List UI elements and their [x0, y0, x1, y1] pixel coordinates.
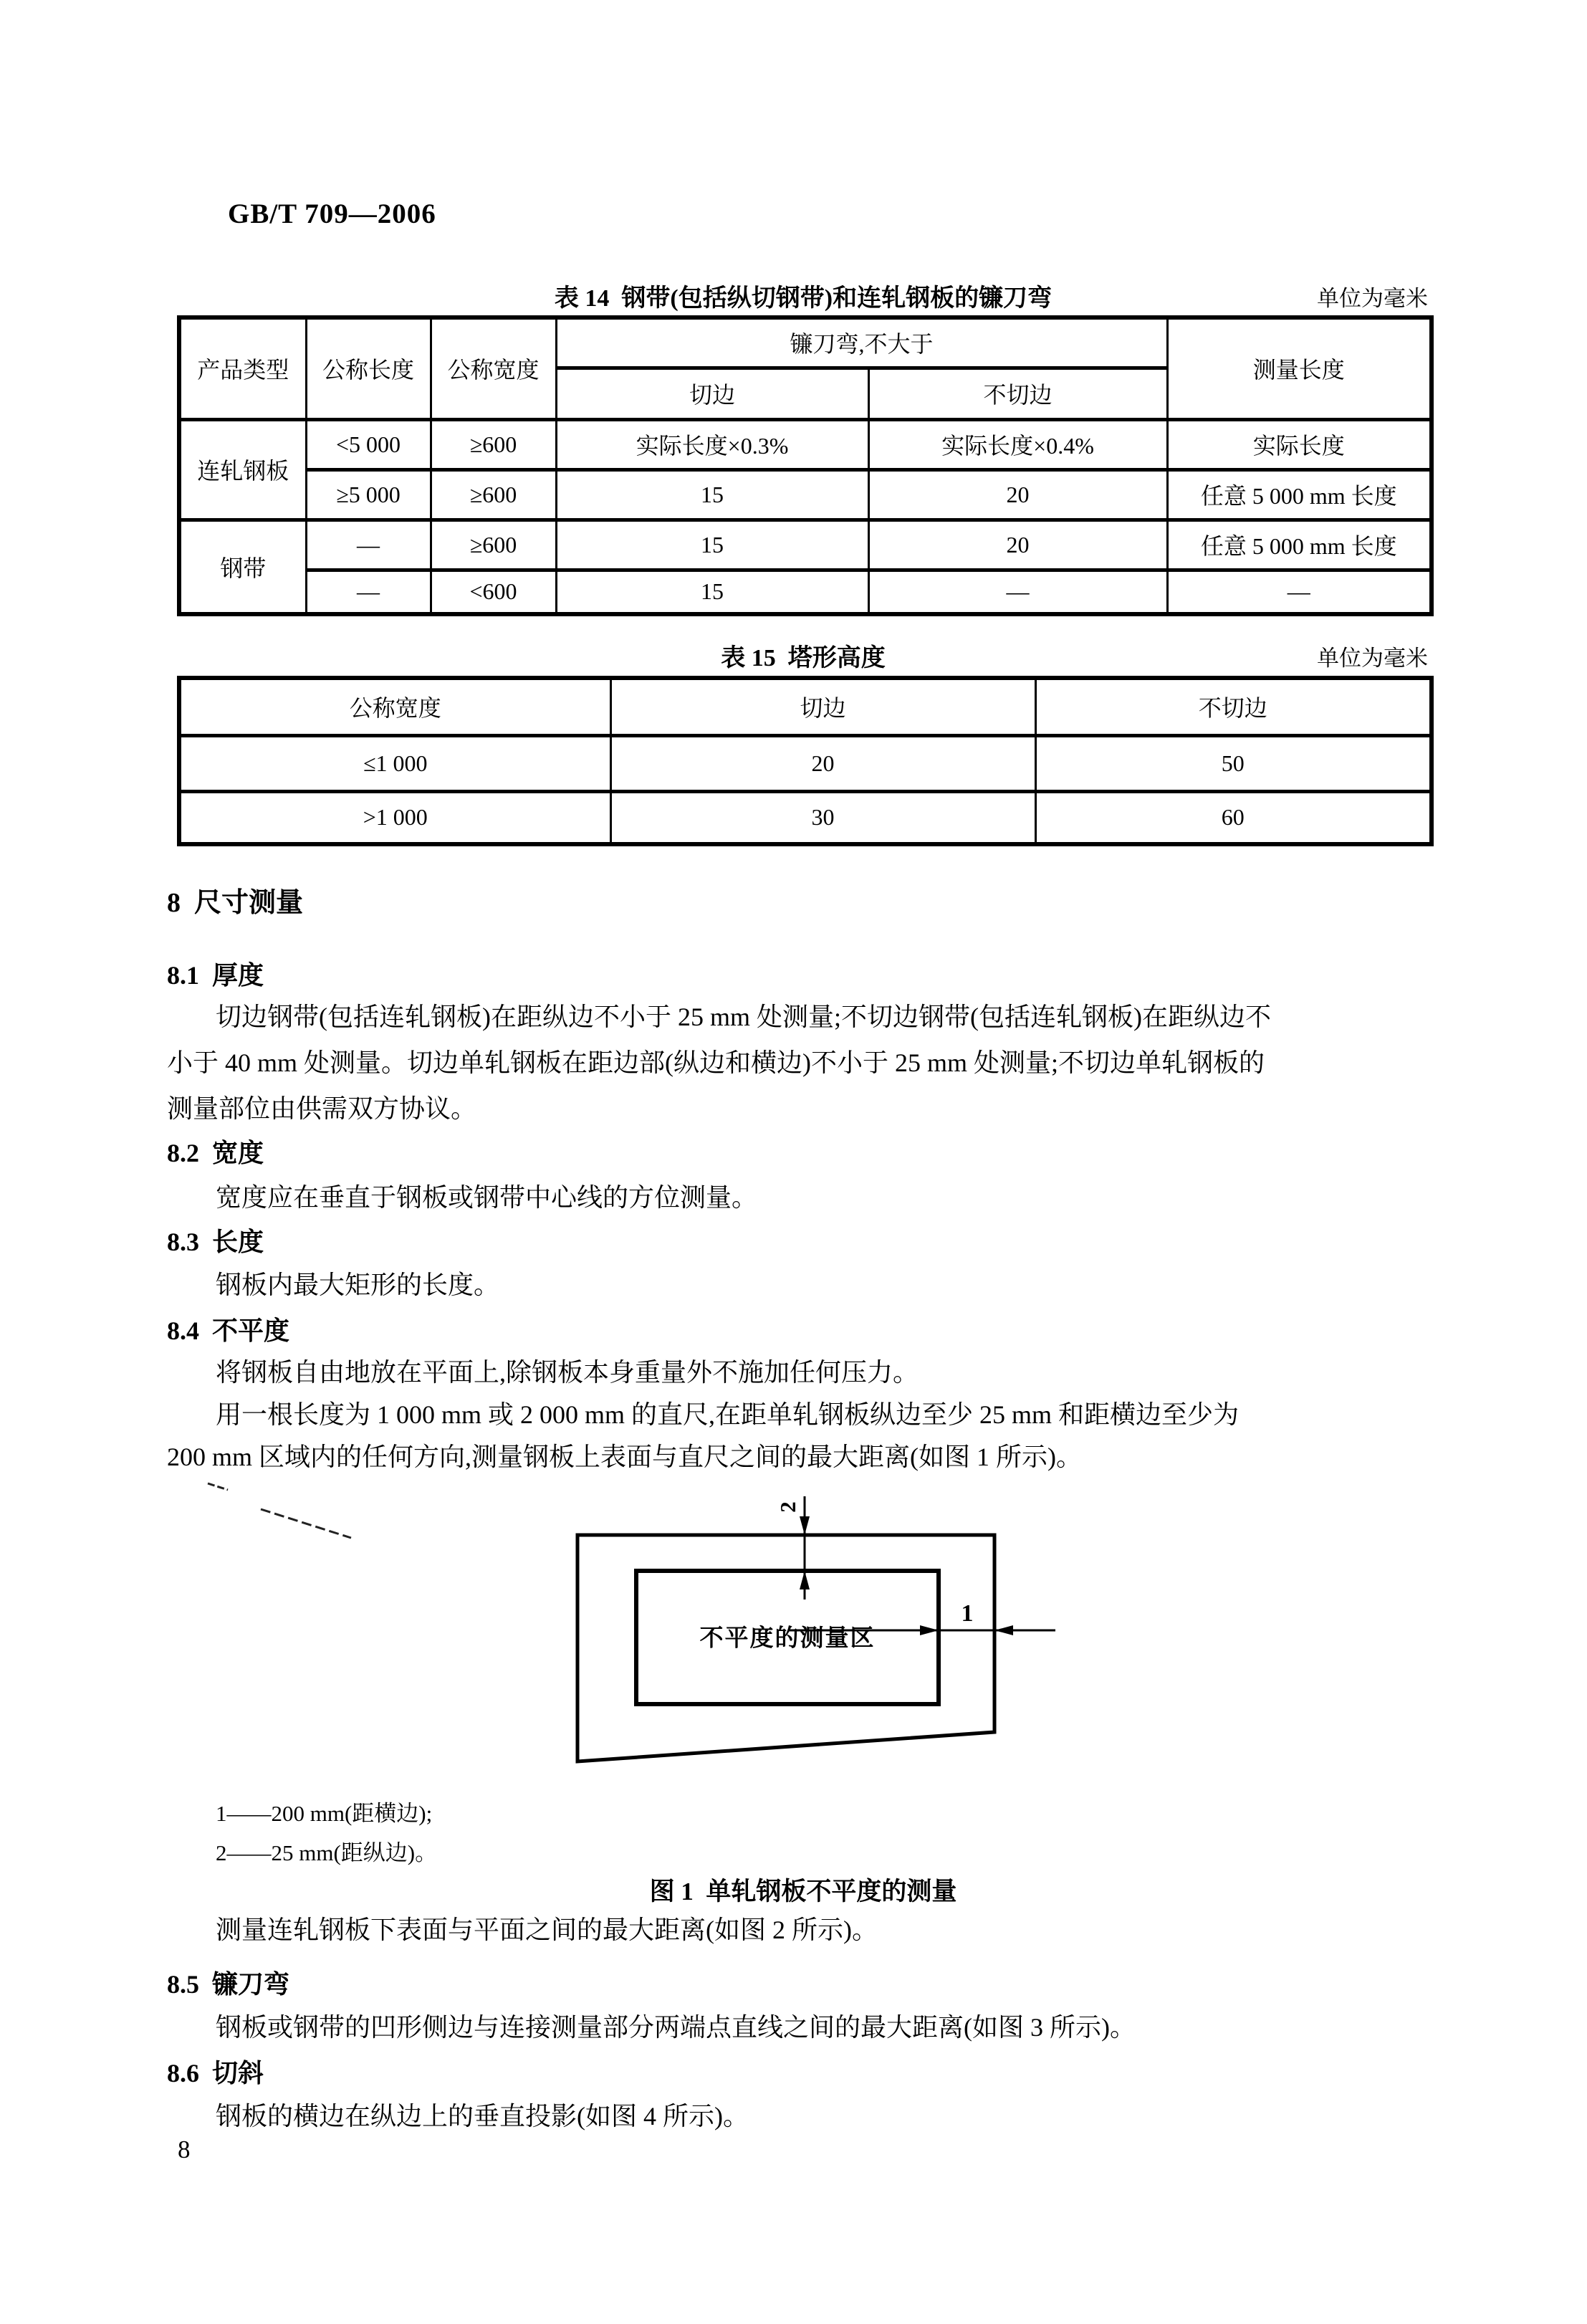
arrow-right-icon — [920, 1625, 939, 1635]
table-cell: 20 — [868, 469, 1167, 520]
table-row — [179, 419, 1432, 469]
cell-product-group: 钢带 — [179, 520, 306, 614]
table-cell: 15 — [556, 520, 868, 570]
arrow-up-icon — [800, 1571, 810, 1589]
table-row — [179, 678, 1432, 735]
paragraph-line: 测量连轧钢板下表面与平面之间的最大距离(如图 2 所示)。 — [216, 1916, 878, 1944]
paragraph-line: 宽度应在垂直于钢板或钢带中心线的方位测量。 — [216, 1183, 758, 1212]
cell-product-group: 连轧钢板 — [179, 419, 306, 520]
figure1-legend-item: 1——200 mm(距横边); — [216, 1801, 433, 1826]
standard-code: GB/T 709—2006 — [228, 199, 436, 229]
figure1-legend-item: 2——25 mm(距纵边)。 — [216, 1840, 438, 1865]
table14-caption: 表 14 钢带(包括纵切钢带)和连轧钢板的镰刀弯 — [554, 285, 1053, 312]
section-8-2-heading: 8.2 宽度 — [167, 1139, 264, 1167]
paragraph-line: 测量部位由供需双方协议。 — [167, 1094, 477, 1123]
section-8-4-heading: 8.4 不平度 — [167, 1316, 290, 1345]
table-cell: — — [1167, 570, 1432, 614]
section-8-1-heading: 8.1 厚度 — [167, 961, 264, 990]
page-number: 8 — [178, 2136, 191, 2163]
table-cell: — — [868, 570, 1167, 614]
table-cell: 实际长度×0.3% — [556, 419, 868, 469]
col-header-camber-group: 镰刀弯,不大于 — [556, 317, 1167, 368]
section-8-6-heading: 8.6 切斜 — [167, 2059, 264, 2088]
table-cell: — — [306, 570, 431, 614]
table-cell: <5 000 — [306, 419, 431, 469]
col-header-product: 产品类型 — [179, 317, 306, 419]
table-cell: <600 — [431, 570, 556, 614]
table-cell: 30 — [610, 791, 1035, 844]
section-8-5-heading: 8.5 镰刀弯 — [167, 1970, 290, 1999]
table-cell: 15 — [556, 570, 868, 614]
table-row — [179, 791, 1432, 844]
paragraph-line: 钢板内最大矩形的长度。 — [216, 1271, 500, 1299]
table14 — [177, 315, 1434, 616]
col-header-measure-length: 测量长度 — [1167, 317, 1432, 419]
table-cell: ≥5 000 — [306, 469, 431, 520]
table-cell: 任意 5 000 mm 长度 — [1167, 469, 1432, 520]
table-cell: 实际长度 — [1167, 419, 1432, 469]
table14-caption-row — [177, 278, 1429, 311]
scan-artifact — [199, 1475, 364, 1543]
figure1-diagram — [502, 1469, 1089, 1777]
table-cell: 60 — [1035, 791, 1432, 844]
paragraph-line: 用一根长度为 1 000 mm 或 2 000 mm 的直尺,在距单轧钢板纵边至少 25 mm 和距横边至少为 — [216, 1400, 1240, 1429]
paragraph-line: 200 mm 区域内的任何方向,测量钢板上表面与直尺之间的最大距离(如图 1 所示)。 — [167, 1443, 1082, 1471]
table-cell: 50 — [1035, 735, 1432, 791]
paragraph-line: 小于 40 mm 处测量。切边单轧钢板在距边部(纵边和横边)不小于 25 mm 处测量;不切边单轧钢板的 — [167, 1048, 1265, 1077]
table-cell: ≥600 — [431, 469, 556, 520]
figure1-caption: 图 1 单轧钢板不平度的测量 — [649, 1878, 957, 1905]
table15-caption: 表 15 塔形高度 — [721, 645, 886, 671]
dimension-1-label: 1 — [961, 1600, 974, 1627]
section-8-3-heading: 8.3 长度 — [167, 1228, 264, 1256]
paragraph-line: 钢板的横边在纵边上的垂直投影(如图 4 所示)。 — [216, 2102, 749, 2131]
dimension-2-label: 2 — [775, 1501, 800, 1513]
measurement-zone-label: 不平度的测量区 — [699, 1625, 876, 1652]
arrow-left-icon — [994, 1625, 1013, 1635]
table-cell: 任意 5 000 mm 长度 — [1167, 520, 1432, 570]
col-header-nominal-width: 公称宽度 — [431, 317, 556, 419]
table-row — [179, 469, 1432, 520]
table-cell: 实际长度×0.4% — [868, 419, 1167, 469]
table-row — [179, 520, 1432, 570]
table-row — [179, 735, 1432, 791]
table-cell: ≥600 — [431, 419, 556, 469]
table-row — [179, 317, 1432, 368]
table14-unit: 单位为毫米 — [1317, 286, 1428, 311]
table-cell: — — [306, 520, 431, 570]
table15 — [177, 676, 1434, 846]
table-cell: 15 — [556, 469, 868, 520]
col-header-nominal-width: 公称宽度 — [179, 678, 610, 735]
table-cell: ≥600 — [431, 520, 556, 570]
section-8-heading: 8 尺寸测量 — [167, 888, 304, 918]
paragraph-line: 钢板或钢带的凹形侧边与连接测量部分两端点直线之间的最大距离(如图 3 所示)。 — [216, 2013, 1136, 2042]
paragraph-line: 将钢板自由地放在平面上,除钢板本身重量外不施加任何压力。 — [216, 1358, 919, 1387]
table-cell: >1 000 — [179, 791, 610, 844]
table15-caption-row — [177, 638, 1429, 671]
table-row — [179, 570, 1432, 614]
col-header-trimmed: 切边 — [556, 368, 868, 419]
arrow-down-icon — [800, 1516, 810, 1535]
table-cell: 20 — [610, 735, 1035, 791]
table-cell: 20 — [868, 520, 1167, 570]
col-header-trimmed: 切边 — [610, 678, 1035, 735]
col-header-untrimmed: 不切边 — [868, 368, 1167, 419]
paragraph-line: 切边钢带(包括连轧钢板)在距纵边不小于 25 mm 处测量;不切边钢带(包括连轧钢板)在距纵边不 — [216, 1003, 1271, 1031]
col-header-nominal-length: 公称长度 — [306, 317, 431, 419]
col-header-untrimmed: 不切边 — [1035, 678, 1432, 735]
table15-unit: 单位为毫米 — [1317, 646, 1428, 671]
table-cell: ≤1 000 — [179, 735, 610, 791]
